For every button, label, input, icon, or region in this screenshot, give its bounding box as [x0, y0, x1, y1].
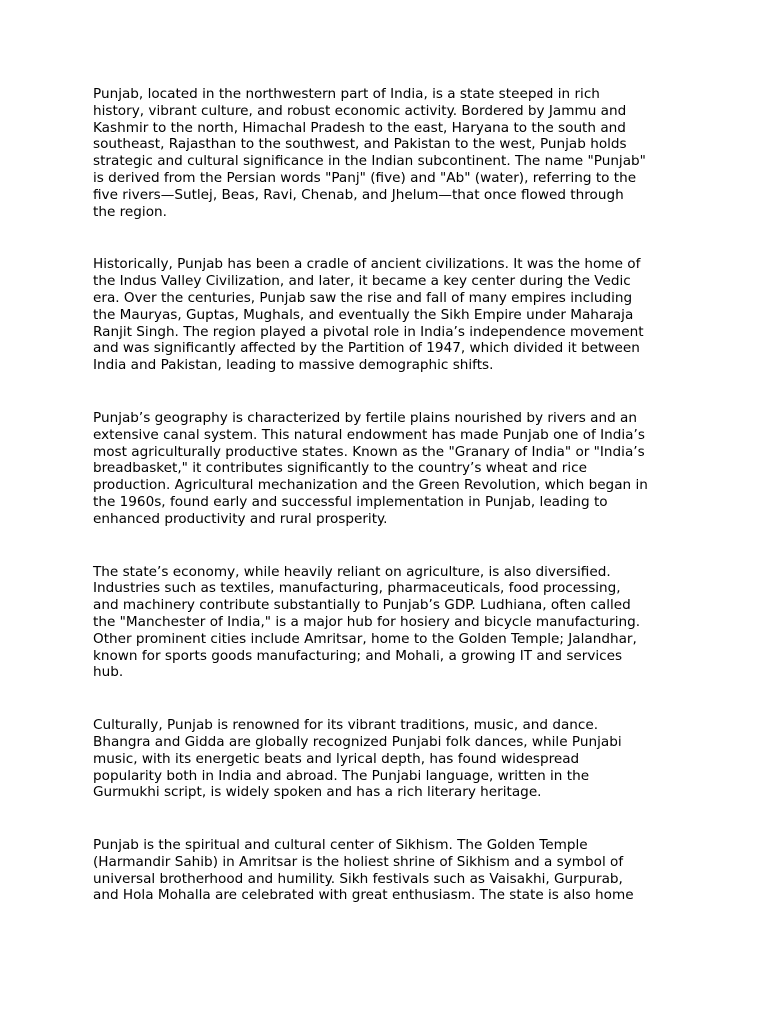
- paragraph-geography: Punjab’s geography is characterized by fertile plains nourished by rivers and an extensive canal system. This natural endowment has made Punjab one of India’s most agriculturally productive states. Known as the "Granary of India" or "India’s breadbasket," it contributes significantly to the country’s wheat and rice production. Agricultural mechanization and the Green Revolution, which began in the 1960s, found early and successful implementation in Punjab, leading to enhanced productivity and rural prosperity.: [93, 409, 648, 527]
- paragraph-economy: The state’s economy, while heavily reliant on agriculture, is also diversified. Industries such as textiles, manufacturing, pharmaceuticals, food processing, and machinery contribute substantially to Punjab’s GDP. Ludhiana, often called the "Manchester of India," is a major hub for hosiery and bicycle manufacturing. Other prominent cities include Amritsar, home to the Golden Temple; Jalandhar, known for sports goods manufacturing; and Mohali, a growing IT and services hub.: [93, 563, 641, 681]
- document-body: [93, 86, 678, 904]
- paragraph-introduction: Punjab, located in the northwestern part of India, is a state steeped in rich history, vibrant culture, and robust economic activity. Bordered by Jammu and Kashmir to the north, Himachal Pradesh to the east, Haryana to the south and southeast, Rajasthan to the southwest, and Pakistan to the west, Punjab holds strategic and cultural significance in the Indian subcontinent. The name "Punjab" is derived from the Persian words "Panj" (five) and "Ab" (water), referring to the five rivers—Sutlej, Beas, Ravi, Chenab, and Jhelum—that once flowed through the region.: [93, 86, 646, 220]
- paragraph-sikhism: Punjab is the spiritual and cultural center of Sikhism. The Golden Temple (Harmandir Sahib) in Amritsar is the holiest shrine of Sikhism and a symbol of universal brotherhood and humility. Sikh festivals such as Vaisakhi, Gurpurab, and Hola Mohalla are celebrated with great enthusiasm. The state is also home: [93, 837, 634, 904]
- paragraph-culture: Culturally, Punjab is renowned for its vibrant traditions, music, and dance. Bhangra and Gidda are globally recognized Punjabi folk dances, while Punjabi music, with its energetic beats and lyrical depth, has found widespread popularity both in India and abroad. The Punjabi language, written in the Gurmukhi script, is widely spoken and has a rich literary heritage.: [93, 717, 622, 801]
- paragraph-history: Historically, Punjab has been a cradle of ancient civilizations. It was the home of the Indus Valley Civilization, and later, it became a key center during the Vedic era. Over the centuries, Punjab saw the rise and fall of many empires including the Mauryas, Guptas, Mughals, and eventually the Sikh Empire under Maharaja Ranjit Singh. The region played a pivotal role in India’s independence movement and was significantly affected by the Partition of 1947, which divided it between India and Pakistan, leading to massive demographic shifts.: [93, 256, 644, 374]
